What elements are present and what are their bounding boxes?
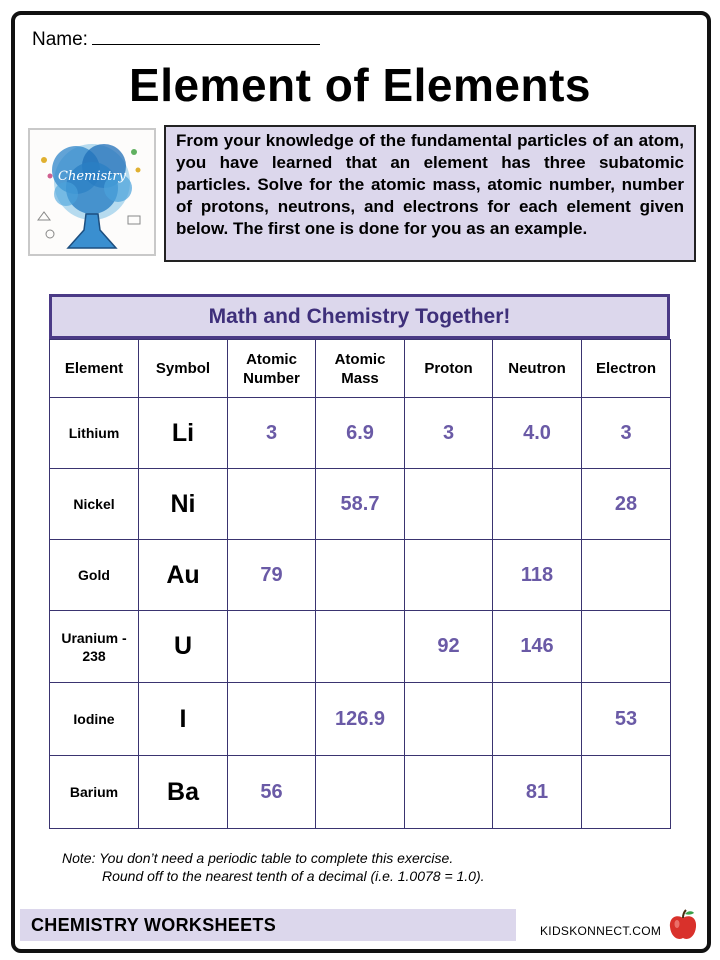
col-symbol: Symbol	[139, 340, 228, 398]
element-name: Lithium	[50, 398, 139, 469]
atomic-number-cell[interactable]	[228, 683, 316, 756]
chemistry-illustration	[28, 128, 156, 256]
proton-cell[interactable]: 3	[405, 398, 493, 469]
electron-cell[interactable]	[582, 611, 671, 683]
table-banner: Math and Chemistry Together!	[49, 294, 670, 339]
neutron-cell[interactable]: 81	[493, 756, 582, 829]
table-row	[50, 683, 671, 756]
col-atomic-mass: Atomic Mass	[316, 340, 405, 398]
proton-cell[interactable]	[405, 683, 493, 756]
col-proton: Proton	[405, 340, 493, 398]
chemistry-thumb-label: Chemistry	[58, 169, 126, 184]
element-symbol: U	[139, 611, 228, 683]
element-symbol: Ni	[139, 469, 228, 540]
table-row	[50, 398, 671, 469]
proton-cell[interactable]	[405, 469, 493, 540]
col-element: Element	[50, 340, 139, 398]
element-name: Iodine	[50, 683, 139, 756]
col-electron: Electron	[582, 340, 671, 398]
table-row	[50, 756, 671, 829]
instructions-box: From your knowledge of the fundamental particles of an atom, you have learned that an element has three subatomic particles. Solve for the atomic mass, atomic number, number of protons, neutrons, and electrons for each element given below. The first one is done for you as an example.	[164, 125, 696, 262]
note-line-2: Round off to the nearest tenth of a decimal (i.e. 1.0078 = 1.0).	[102, 868, 485, 884]
element-symbol: I	[139, 683, 228, 756]
atomic-mass-cell[interactable]: 6.9	[316, 398, 405, 469]
electron-cell[interactable]	[582, 756, 671, 829]
atomic-mass-cell[interactable]	[316, 611, 405, 683]
element-name: Uranium - 238	[50, 611, 139, 683]
atomic-mass-cell[interactable]: 58.7	[316, 469, 405, 540]
neutron-cell[interactable]	[493, 469, 582, 540]
electron-cell[interactable]: 3	[582, 398, 671, 469]
neutron-cell[interactable]: 118	[493, 540, 582, 611]
neutron-cell[interactable]: 146	[493, 611, 582, 683]
element-symbol: Ba	[139, 756, 228, 829]
neutron-cell[interactable]	[493, 683, 582, 756]
atomic-mass-cell[interactable]	[316, 540, 405, 611]
col-atomic-number: Atomic Number	[228, 340, 316, 398]
name-blank[interactable]	[92, 28, 320, 45]
neutron-cell[interactable]: 4.0	[493, 398, 582, 469]
site-url: KIDSKONNECT.COM	[540, 924, 662, 938]
atomic-number-cell[interactable]	[228, 611, 316, 683]
atomic-number-cell[interactable]	[228, 469, 316, 540]
electron-cell[interactable]	[582, 540, 671, 611]
atomic-number-cell[interactable]: 3	[228, 398, 316, 469]
element-name: Barium	[50, 756, 139, 829]
table-row	[50, 540, 671, 611]
element-symbol: Li	[139, 398, 228, 469]
note-text	[62, 849, 485, 885]
atomic-mass-cell[interactable]	[316, 756, 405, 829]
note-line-1: Note: You don’t need a periodic table to complete this exercise.	[62, 850, 454, 866]
chemistry-illustration-icon	[30, 130, 154, 254]
element-symbol: Au	[139, 540, 228, 611]
table-row	[50, 469, 671, 540]
page-title: Element of Elements	[129, 59, 591, 111]
proton-cell[interactable]	[405, 540, 493, 611]
atomic-number-cell[interactable]: 79	[228, 540, 316, 611]
col-neutron: Neutron	[493, 340, 582, 398]
electron-cell[interactable]: 53	[582, 683, 671, 756]
proton-cell[interactable]: 92	[405, 611, 493, 683]
element-name: Nickel	[50, 469, 139, 540]
apple-icon	[663, 907, 703, 945]
footer-label: CHEMISTRY WORKSHEETS	[31, 915, 277, 935]
element-table	[49, 294, 670, 829]
name-field	[32, 28, 320, 51]
element-grid	[49, 339, 671, 829]
electron-cell[interactable]: 28	[582, 469, 671, 540]
header-row	[50, 340, 671, 398]
table-row	[50, 611, 671, 683]
name-label: Name:	[32, 29, 88, 50]
atomic-number-cell[interactable]: 56	[228, 756, 316, 829]
proton-cell[interactable]	[405, 756, 493, 829]
atomic-mass-cell[interactable]: 126.9	[316, 683, 405, 756]
element-name: Gold	[50, 540, 139, 611]
